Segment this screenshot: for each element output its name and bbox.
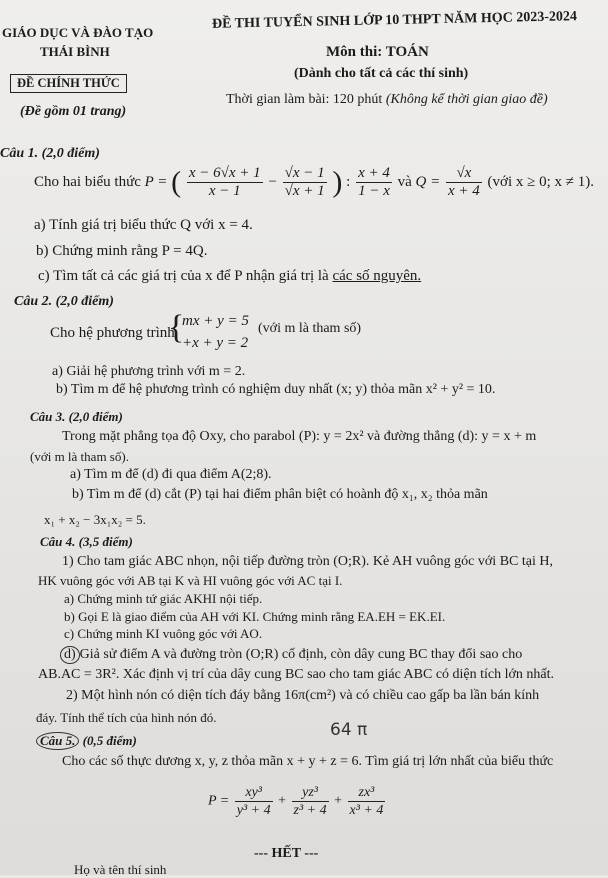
q2-param: (với m là tham số)	[258, 321, 362, 336]
q1-frac2: $\frac{√x - 1}{√x + 1}$	[284, 165, 325, 199]
department-line1: GIÁO DỤC VÀ ĐÀO TẠO	[2, 25, 154, 40]
q1-condition: (với x ≥ 0; x ≠ 1).	[487, 173, 595, 190]
q4-part-b: b) Gọi E là giao điểm của AH với KI. Chứng minh rằng EA.EH = EK.EI.	[64, 609, 446, 624]
q5-expression: P = $\frac{\text{xy³}}{\text{y³ + 4}}$ + $\frac{\text{yz³}}{\text{z³ + 4}}$ + $\frac{\text{zx³}}{\text{x³ + 4}}$	[208, 785, 384, 818]
system-brace: {	[168, 309, 185, 346]
q5-term2: $\frac{\text{yz³}}{\text{z³ + 4}}$	[293, 785, 327, 818]
q4-title: Câu 4. (3,5 điểm)	[40, 534, 133, 549]
pages-note: (Đề gồm 01 trang)	[20, 104, 127, 119]
left-paren: (	[171, 165, 182, 199]
q1-part-c: c) Tìm tất cả các giá trị của x để P nhận giá trị là các số nguyên.	[38, 268, 422, 284]
q2-eq1: mx + y = 5	[182, 313, 249, 329]
end-marker: --- HẾT ---	[254, 846, 319, 861]
q3-part-a: a) Tìm m để (d) đi qua điểm A(2;8).	[70, 467, 272, 482]
q2-part-b: b) Tìm m để hệ phương trình có nghiệm duy nhất (x; y) thỏa mãn x² + y² = 10.	[56, 382, 496, 397]
q2-eq2: +x + y = 2	[182, 335, 249, 351]
q1-expression-line: Cho hai biểu thức P = ( $\frac{x - 6√x + 1}{x - 1}$ − $\frac{√x - 1}{√x + 1}$ ) : $\frac{x + 4}{1 - x}$ và Q = $\frac{√x}{x + 4}$ (với x ≥ 0; x ≠ 1).	[34, 165, 595, 199]
q2-title: Câu 2. (2,0 điểm)	[14, 294, 114, 309]
q4-p1-line1: 1) Cho tam giác ABC nhọn, nội tiếp đường tròn (O;R). Kẻ AH vuông góc với BC tại H,	[62, 554, 553, 569]
subject: Môn thi: TOÁN	[326, 44, 429, 60]
time-label: Thời gian làm bài: 120 phút	[226, 92, 383, 107]
q2-intro: Cho hệ phương trình	[50, 325, 175, 341]
official-badge: ĐỀ CHÍNH THỨC	[10, 74, 127, 93]
q1-intro: Cho hai biểu thức	[34, 173, 141, 190]
handwritten-circle-q5: Câu 5.	[36, 732, 79, 750]
q3-part-b-line2: x₁ + x₂ − 3x₁x₂ = 5.	[44, 512, 146, 527]
q4-p2-line1: 2) Một hình nón có diện tích đáy bằng 16π(cm²) và có chiều cao gấp ba lần bán kính	[66, 688, 540, 703]
exam-title: ĐỀ THI TUYỂN SINH LỚP 10 THPT NĂM HỌC 2023-2024	[211, 9, 578, 32]
q1-part-a: a) Tính giá trị biểu thức Q với x = 4.	[34, 217, 253, 233]
handwritten-circle-d: d)	[60, 646, 80, 664]
q3-intro-line2: (với m là tham số).	[30, 449, 129, 464]
audience: (Dành cho tất cả các thí sinh)	[294, 66, 469, 81]
candidate-name-label: Họ và tên thí sinh	[74, 862, 167, 877]
q1-p-label: P =	[144, 173, 168, 190]
right-paren: )	[332, 165, 343, 199]
q1-frac3: $\frac{x + 4}{1 - x}$	[358, 165, 390, 199]
q1-fracq: $\frac{√x}{x + 4}$	[448, 165, 480, 199]
q4-p2-line2: đáy. Tính thể tích của hình nón đó.	[36, 710, 217, 725]
q1-frac1: $\frac{x - 6√x + 1}{x - 1}$	[188, 165, 261, 199]
department-line2: THÁI BÌNH	[40, 44, 110, 59]
handwritten-underline: các số nguyên.	[332, 268, 422, 284]
q5-term3: $\frac{\text{zx³}}{\text{x³ + 4}}$	[349, 785, 384, 818]
q4-p1-line2: HK vuông góc với AB tại K và HI vuông góc với AC tại I.	[38, 573, 343, 588]
q1-part-b: b) Chứng minh rằng P = 4Q.	[36, 243, 208, 259]
q1-title: Câu 1. (2,0 điểm)	[0, 146, 100, 161]
q2-part-a: a) Giải hệ phương trình với m = 2.	[52, 364, 246, 379]
q5-intro: Cho các số thực dương x, y, z thỏa mãn x + y + z = 6. Tìm giá trị lớn nhất của biểu thức	[62, 754, 554, 769]
q3-intro-line1: Trong mặt phẳng tọa độ Oxy, cho parabol (P): y = 2x² và đường thẳng (d): y = x + m	[62, 429, 537, 444]
handwritten-answer: 64 π	[330, 720, 368, 740]
q3-part-b-line1: b) Tìm m để (d) cắt (P) tại hai điểm phân biệt có hoành độ x₁, x₂ thỏa mãn	[72, 487, 488, 502]
q4-part-a: a) Chứng minh tứ giác AKHI nội tiếp.	[64, 591, 263, 606]
time-note: (Không kể thời gian giao đề)	[385, 92, 548, 107]
time-line	[226, 92, 548, 108]
q4-part-d-line1: d) Giả sử điểm A và đường tròn (O;R) cố định, còn dây cung BC thay đổi sao cho	[60, 646, 522, 664]
q5-term1: $\frac{\text{xy³}}{\text{y³ + 4}}$	[236, 785, 271, 818]
q5-title: Câu 5. (0,5 điểm)	[36, 732, 137, 750]
q1-q-label: Q =	[415, 173, 441, 190]
q1-and: và	[397, 173, 412, 190]
q4-part-c: c) Chứng minh KI vuông góc với AO.	[64, 626, 263, 641]
q4-part-d-line2: AB.AC = 3R². Xác định vị trí của dây cung BC sao cho tam giác ABC có diện tích lớn nhất.	[38, 667, 555, 682]
q3-title: Câu 3. (2,0 điểm)	[30, 409, 123, 424]
